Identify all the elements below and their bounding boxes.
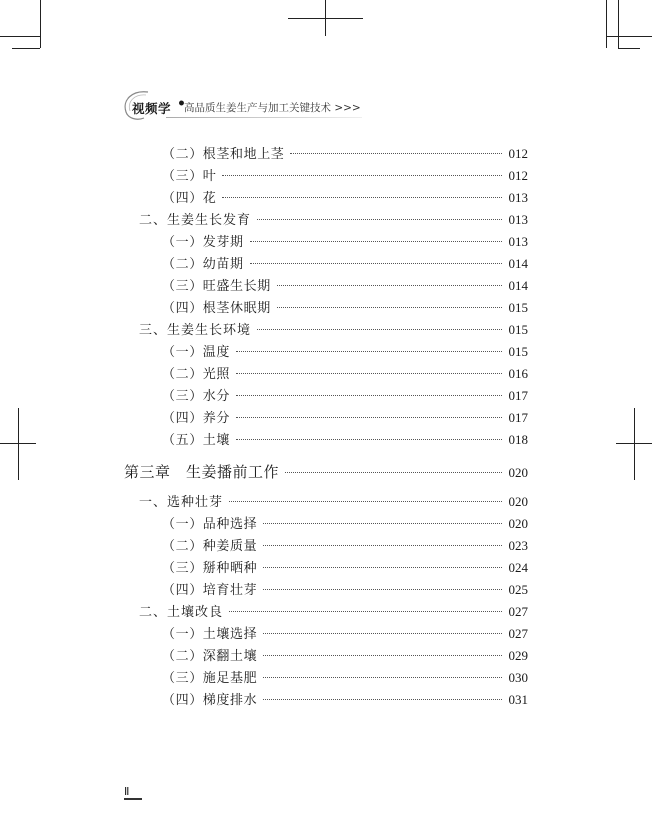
toc-dot-leader <box>263 567 502 568</box>
toc-entry-label: （一）品种选择 <box>162 517 258 532</box>
crop-mark <box>288 18 363 19</box>
toc-dot-leader <box>236 439 502 440</box>
crop-mark <box>12 48 40 49</box>
toc-entry-label: （一）发芽期 <box>162 235 244 250</box>
toc-dot-leader <box>277 285 502 286</box>
toc-dot-leader <box>263 677 502 678</box>
toc-entry[interactable] <box>162 188 528 208</box>
toc-entry[interactable] <box>162 430 528 450</box>
toc-entry-page: 031 <box>508 692 528 707</box>
toc-dot-leader <box>263 545 502 546</box>
toc-entry-label: （四）梯度排水 <box>162 693 258 708</box>
toc-entry[interactable] <box>162 386 528 406</box>
toc-entry-label: （三）施足基肥 <box>162 671 258 686</box>
toc-entry[interactable] <box>162 364 528 384</box>
toc-entry-page: 024 <box>508 560 528 575</box>
toc-entry-page: 025 <box>508 582 528 597</box>
toc-entry-page: 015 <box>508 300 528 315</box>
toc-dot-leader <box>222 197 502 198</box>
toc-dot-leader <box>229 611 502 612</box>
toc-entry-page: 016 <box>508 366 528 381</box>
toc-dot-leader <box>263 523 502 524</box>
toc-entry-page: 017 <box>508 388 528 403</box>
toc-entry-page: 018 <box>508 432 528 447</box>
toc-entry-label: （五）土壤 <box>162 433 231 448</box>
toc-entry-page: 023 <box>508 538 528 553</box>
toc-dot-leader <box>236 395 502 396</box>
toc-entry-label: （二）深翻土壤 <box>162 649 258 664</box>
toc-entry-label: （四）养分 <box>162 411 231 426</box>
toc-entry[interactable] <box>162 646 528 666</box>
toc-entry-label: （一）土壤选择 <box>162 627 258 642</box>
toc-entry-label: 二、土壤改良 <box>139 605 224 620</box>
toc-dot-leader <box>285 472 502 473</box>
toc-entry-label: 一、选种壮芽 <box>139 495 224 510</box>
toc-entry[interactable] <box>162 144 528 164</box>
toc-entry[interactable] <box>162 558 528 578</box>
toc-entry-label: 三、生姜生长环境 <box>139 323 252 338</box>
toc-entry-page: 013 <box>508 190 528 205</box>
crop-mark <box>18 408 19 480</box>
crop-mark <box>606 36 652 37</box>
page-number: Ⅱ <box>124 786 130 798</box>
toc-entry-page: 014 <box>508 256 528 271</box>
toc-entry-page: 013 <box>508 234 528 249</box>
toc-dot-leader <box>236 417 502 418</box>
toc-entry-page: 014 <box>508 278 528 293</box>
toc-dot-leader <box>257 219 502 220</box>
toc-entry[interactable] <box>162 580 528 600</box>
toc-dot-leader <box>229 501 502 502</box>
toc-entry-label: （三）水分 <box>162 389 231 404</box>
page-number-bar <box>124 798 142 800</box>
toc-entry-label: （四）花 <box>162 191 217 206</box>
crop-mark <box>606 0 607 48</box>
crop-mark <box>0 443 36 444</box>
running-header <box>118 88 368 124</box>
header-brand: 视频学 <box>132 101 172 116</box>
crop-mark <box>618 48 640 49</box>
toc-entry-label: （三）叶 <box>162 169 217 184</box>
toc-entry[interactable] <box>162 232 528 252</box>
toc-entry-label: 第三章 生姜播前工作 <box>124 463 280 481</box>
toc-entry-label: （三）掰种晒种 <box>162 561 258 576</box>
header-rule <box>166 117 362 118</box>
toc-entry-page: 017 <box>508 410 528 425</box>
toc-entry[interactable] <box>162 298 528 318</box>
toc-entry[interactable] <box>162 166 528 186</box>
toc-entry-label: （四）培育壮芽 <box>162 583 258 598</box>
toc-dot-leader <box>250 263 502 264</box>
header-subtitle: 高品质生姜生产与加工关键技术 >>> <box>184 102 361 114</box>
toc-dot-leader <box>263 633 502 634</box>
toc-dot-leader <box>277 307 502 308</box>
toc-dot-leader <box>290 153 502 154</box>
toc-entry-label: （二）幼苗期 <box>162 257 244 272</box>
toc-entry[interactable] <box>139 320 528 340</box>
toc-entry-label: （二）光照 <box>162 367 231 382</box>
toc-dot-leader <box>250 241 502 242</box>
toc-entry-page: 027 <box>508 626 528 641</box>
toc-entry[interactable] <box>162 254 528 274</box>
toc-entry[interactable] <box>162 342 528 362</box>
toc-dot-leader <box>263 655 502 656</box>
toc-entry-label: （三）旺盛生长期 <box>162 279 271 294</box>
toc-entry[interactable] <box>162 624 528 644</box>
toc-chapter-entry[interactable] <box>124 462 528 482</box>
toc-entry-label: 二、生姜生长发育 <box>139 213 252 228</box>
toc-entry[interactable] <box>162 536 528 556</box>
crop-mark <box>616 443 652 444</box>
toc-dot-leader <box>236 373 502 374</box>
toc-dot-leader <box>263 699 502 700</box>
toc-entry[interactable] <box>162 668 528 688</box>
toc-entry[interactable] <box>162 514 528 534</box>
toc-dot-leader <box>257 329 502 330</box>
toc-entry-page: 012 <box>508 146 528 161</box>
toc-dot-leader <box>222 175 502 176</box>
crop-mark <box>618 0 619 48</box>
toc-dot-leader <box>263 589 502 590</box>
toc-entry[interactable] <box>139 602 528 622</box>
toc-entry-page: 027 <box>508 604 528 619</box>
toc-entry[interactable] <box>162 690 528 710</box>
toc-entry-label: （二）根茎和地上茎 <box>162 147 285 162</box>
toc-entry[interactable] <box>139 210 528 230</box>
crop-mark <box>634 408 635 480</box>
toc-entry[interactable] <box>162 276 528 296</box>
toc-entry-page: 020 <box>508 516 528 531</box>
toc-entry-label: （四）根茎休眠期 <box>162 301 271 316</box>
toc-entry-page: 015 <box>508 322 528 337</box>
toc-entry-page: 012 <box>508 168 528 183</box>
toc-entry-page: 029 <box>508 648 528 663</box>
toc-entry-page: 020 <box>508 494 528 509</box>
crop-mark <box>0 36 40 37</box>
toc-entry-page: 020 <box>508 465 528 480</box>
toc-entry[interactable] <box>162 408 528 428</box>
toc-entry-page: 013 <box>508 212 528 227</box>
toc-entry-page: 030 <box>508 670 528 685</box>
header-separator: • <box>177 96 186 112</box>
crop-mark <box>40 0 41 48</box>
toc-dot-leader <box>236 351 502 352</box>
toc-entry-label: （一）温度 <box>162 345 231 360</box>
toc-entry-label: （二）种姜质量 <box>162 539 258 554</box>
toc-entry-page: 015 <box>508 344 528 359</box>
toc-entry[interactable] <box>139 492 528 512</box>
